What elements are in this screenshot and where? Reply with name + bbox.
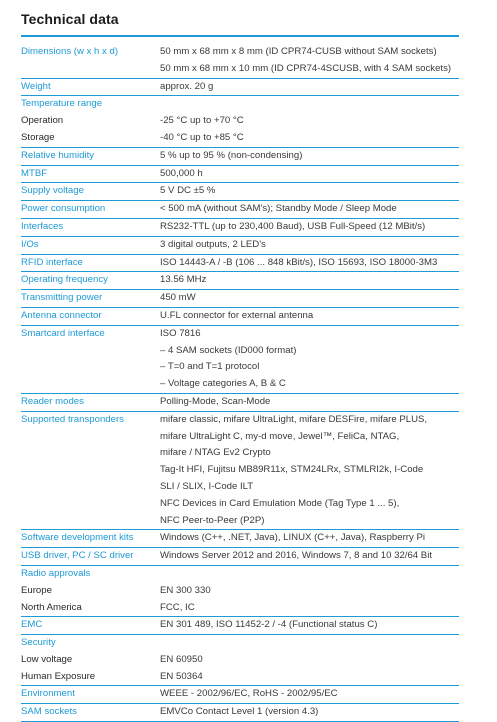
spec-value <box>160 183 459 201</box>
spec-value <box>160 290 459 308</box>
spec-value-line: Tag-It HFI, Fujitsu MB89R11x, STM24LRx, STMLRI2k, I-Code <box>160 464 424 476</box>
spec-row <box>21 96 459 113</box>
spec-row <box>21 218 459 236</box>
spec-value <box>160 236 459 254</box>
spec-row <box>21 393 459 411</box>
spec-row <box>21 130 459 147</box>
spec-value-line: ISO 7816 <box>160 327 201 339</box>
spec-value-line: RS232-TTL (up to 230,400 Baud), USB Full-Speed (12 MBit/s) <box>160 220 426 232</box>
spec-row <box>21 165 459 183</box>
spec-label: Antenna connector <box>21 307 160 325</box>
spec-value <box>160 530 459 548</box>
spec-value-line: EMVCo Contact Level 1 (version 4.3) <box>160 706 319 718</box>
spec-label: Environment <box>21 686 160 704</box>
spec-value <box>160 254 459 272</box>
spec-value <box>160 583 459 600</box>
spec-value-empty <box>160 96 459 113</box>
spec-value-line: mifare classic, mifare UltraLight, mifare DESFire, mifare PLUS, <box>160 413 428 425</box>
spec-value-line: U.FL connector for external antenna <box>160 309 314 321</box>
spec-label: Reader modes <box>21 393 160 411</box>
spec-value-line: NFC Peer-to-Peer (P2P) <box>160 514 265 526</box>
spec-label: Low voltage <box>21 653 73 665</box>
spec-label: Software development kits <box>21 530 160 548</box>
spec-row <box>21 600 459 617</box>
title-divider <box>21 35 459 37</box>
spec-row <box>21 583 459 600</box>
spec-value-line: ISO 14443-A / -B (106 ... 848 kBit/s), ISO 15693, ISO 18000-3M3 <box>160 256 438 268</box>
spec-value <box>160 617 459 635</box>
spec-value <box>160 218 459 236</box>
spec-value-line: 5 V DC ±5 % <box>160 185 216 197</box>
spec-label: Supported transponders <box>21 411 160 530</box>
spec-value <box>160 652 459 669</box>
spec-row <box>21 44 459 78</box>
spec-row <box>21 147 459 165</box>
spec-row <box>21 272 459 290</box>
spec-row <box>21 617 459 635</box>
spec-label: Power consumption <box>21 201 160 219</box>
spec-value-line: -25 °C up to +70 °C <box>160 115 244 127</box>
spec-row <box>21 704 459 722</box>
spec-value <box>160 411 459 530</box>
spec-value <box>160 600 459 617</box>
spec-value-line: < 500 mA (without SAM's); Standby Mode / Sleep Mode <box>160 203 397 215</box>
spec-row <box>21 307 459 325</box>
spec-row <box>21 686 459 704</box>
spec-value-line: mifare UltraLight C, my-d move, Jewel™, FeliCa, NTAG, <box>160 430 400 442</box>
spec-table <box>21 44 459 722</box>
spec-value <box>160 307 459 325</box>
spec-value-line: WEEE - 2002/96/EC, RoHS - 2002/95/EC <box>160 688 338 700</box>
spec-row <box>21 290 459 308</box>
spec-row <box>21 183 459 201</box>
spec-value <box>160 393 459 411</box>
spec-value-line: approx. 20 g <box>160 80 214 92</box>
spec-value-line: 3 digital outputs, 2 LED's <box>160 238 266 250</box>
spec-value-line: EN 300 330 <box>160 584 211 596</box>
spec-row <box>21 254 459 272</box>
spec-label: Security <box>21 637 56 649</box>
spec-value <box>160 565 459 582</box>
spec-label: Dimensions (w x h x d) <box>21 44 160 78</box>
spec-value-line: – T=0 and T=1 protocol <box>160 361 260 373</box>
spec-value-empty <box>160 635 459 652</box>
spec-value <box>160 78 459 96</box>
spec-value-line: -40 °C up to +85 °C <box>160 131 244 143</box>
spec-value-line: 50 mm x 68 mm x 10 mm (ID CPR74-4SCUSB, with 4 SAM sockets) <box>160 62 452 74</box>
spec-row <box>21 411 459 530</box>
spec-label: Weight <box>21 78 160 96</box>
spec-value <box>160 325 459 393</box>
spec-row <box>21 236 459 254</box>
page-title: Technical data <box>21 11 119 27</box>
spec-row <box>21 652 459 669</box>
spec-value-line: 450 mW <box>160 292 196 304</box>
spec-value <box>160 272 459 290</box>
spec-row <box>21 201 459 219</box>
spec-row <box>21 669 459 686</box>
spec-value-line: EN 60950 <box>160 653 203 665</box>
spec-label: MTBF <box>21 165 160 183</box>
spec-row <box>21 548 459 566</box>
spec-table-body <box>21 44 459 722</box>
spec-value-line: – Voltage categories A, B & C <box>160 378 286 390</box>
spec-value-line: NFC Devices in Card Emulation Mode (Tag Type 1 ... 5), <box>160 497 400 509</box>
spec-label: Operating frequency <box>21 272 160 290</box>
spec-label: Temperature range <box>21 98 103 110</box>
spec-row <box>21 113 459 130</box>
spec-row <box>21 530 459 548</box>
spec-value-line: Polling-Mode, Scan-Mode <box>160 395 271 407</box>
spec-label: Supply voltage <box>21 183 160 201</box>
spec-value-line: 5 % up to 95 % (non-condensing) <box>160 149 303 161</box>
spec-value-empty <box>160 566 459 583</box>
spec-value <box>160 704 459 722</box>
spec-label: Relative humidity <box>21 147 160 165</box>
spec-value <box>160 165 459 183</box>
spec-row <box>21 635 459 652</box>
spec-value <box>160 130 459 147</box>
spec-value-line: Windows (C++, .NET, Java), LINUX (C++, Java), Raspberry Pi <box>160 532 425 544</box>
spec-row <box>21 78 459 96</box>
spec-value-line: – 4 SAM sockets (ID000 format) <box>160 344 297 356</box>
spec-value-line: EN 301 489, ISO 11452-2 / -4 (Functional status C) <box>160 619 378 631</box>
spec-value <box>160 201 459 219</box>
spec-label: Europe <box>21 584 52 596</box>
spec-value <box>160 96 459 113</box>
spec-value <box>160 147 459 165</box>
spec-row <box>21 325 459 393</box>
spec-row <box>21 565 459 582</box>
spec-value <box>160 669 459 686</box>
spec-value <box>160 686 459 704</box>
spec-label: I/Os <box>21 236 160 254</box>
spec-value-line: 50 mm x 68 mm x 8 mm (ID CPR74-CUSB without SAM sockets) <box>160 46 437 57</box>
spec-label: Radio approvals <box>21 567 91 579</box>
spec-label: Smartcard interface <box>21 325 160 393</box>
spec-value <box>160 44 459 78</box>
spec-value-line: mifare / NTAG Ev2 Crypto <box>160 447 271 459</box>
spec-value-line: 13.56 MHz <box>160 274 207 286</box>
spec-value-line: EN 50364 <box>160 670 203 682</box>
spec-value <box>160 635 459 652</box>
spec-value <box>160 548 459 566</box>
spec-label: Operation <box>21 115 64 127</box>
spec-label: Transmitting power <box>21 290 160 308</box>
spec-label: North America <box>21 600 160 617</box>
spec-value-line: 500,000 h <box>160 167 203 179</box>
spec-label: EMC <box>21 617 160 635</box>
spec-value <box>160 113 459 130</box>
spec-label: Interfaces <box>21 218 160 236</box>
spec-label: Human Exposure <box>21 669 160 686</box>
spec-value-line: Windows Server 2012 and 2016, Windows 7, 8 and 10 32/64 Bit <box>160 550 432 562</box>
spec-value-line: FCC, IC <box>160 601 195 613</box>
spec-label: USB driver, PC / SC driver <box>21 548 160 566</box>
spec-label: RFID interface <box>21 254 160 272</box>
spec-label: SAM sockets <box>21 704 160 722</box>
spec-label: Storage <box>21 130 160 147</box>
spec-value-line: SLI / SLIX, I-Code ILT <box>160 480 254 492</box>
